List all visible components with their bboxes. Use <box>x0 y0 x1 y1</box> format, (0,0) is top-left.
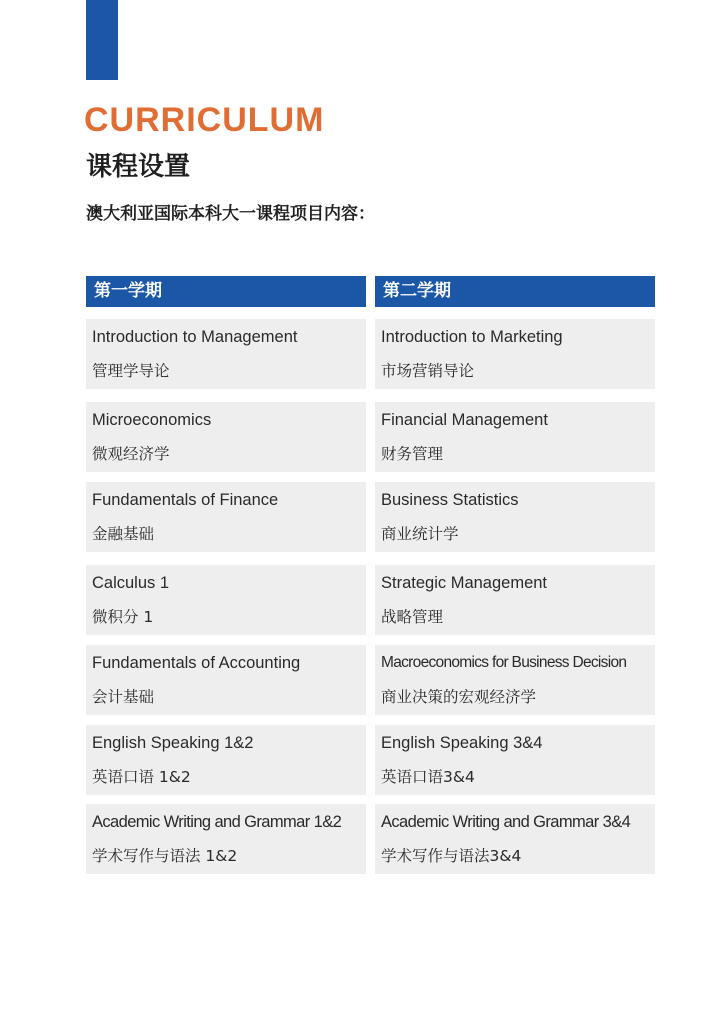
semester-1-header: 第一学期 <box>86 276 366 307</box>
course-card <box>375 645 655 715</box>
semester-1-column <box>86 276 366 865</box>
course-name-chinese: 商业统计学 <box>381 525 459 543</box>
course-name-english: Introduction to Management <box>92 328 298 346</box>
course-name-english: Fundamentals of Accounting <box>92 654 301 672</box>
course-name-chinese: 微积分 1 <box>92 608 154 626</box>
course-card <box>86 804 366 874</box>
course-name-english: English Speaking 3&4 <box>381 734 543 752</box>
course-card <box>375 725 655 795</box>
course-name-english: Fundamentals of Finance <box>92 491 279 509</box>
course-name-chinese: 金融基础 <box>92 525 155 543</box>
course-card <box>86 482 366 552</box>
course-card <box>86 319 366 389</box>
course-name-chinese: 管理学导论 <box>92 362 170 380</box>
course-name-english: Academic Writing and Grammar 1&2 <box>92 813 342 831</box>
course-card <box>375 402 655 472</box>
semester-2-header: 第二学期 <box>375 276 655 307</box>
course-name-chinese: 学术写作与语法 1&2 <box>92 847 238 865</box>
course-card <box>86 402 366 472</box>
course-name-chinese: 市场营销导论 <box>381 362 475 380</box>
semester-2-column <box>375 276 655 865</box>
course-card <box>375 804 655 874</box>
course-name-chinese: 会计基础 <box>92 688 155 706</box>
course-card <box>375 565 655 635</box>
page-title-english: CURRICULUM <box>84 101 325 139</box>
course-card <box>86 565 366 635</box>
course-name-english: Strategic Management <box>381 574 548 592</box>
course-name-english: Academic Writing and Grammar 3&4 <box>381 813 631 831</box>
course-name-chinese: 学术写作与语法3&4 <box>381 847 522 865</box>
course-card <box>86 725 366 795</box>
accent-bar <box>86 0 118 80</box>
course-name-english: English Speaking 1&2 <box>92 734 254 752</box>
course-name-english: Calculus 1 <box>92 574 170 592</box>
course-name-chinese: 英语口语3&4 <box>381 768 475 786</box>
course-name-chinese: 战略管理 <box>381 608 444 626</box>
course-name-english: Business Statistics <box>381 491 519 509</box>
page-subtitle: 澳大利亚国际本科大一课程项目内容： <box>86 204 375 224</box>
course-name-chinese: 商业决策的宏观经济学 <box>381 688 537 706</box>
course-name-english: Introduction to Marketing <box>381 328 563 346</box>
course-card <box>375 482 655 552</box>
page-title-chinese: 课程设置 <box>86 152 191 182</box>
course-name-chinese: 英语口语 1&2 <box>92 768 191 786</box>
course-name-chinese: 财务管理 <box>381 445 444 463</box>
course-name-chinese: 微观经济学 <box>92 445 170 463</box>
course-card <box>375 319 655 389</box>
course-name-english: Macroeconomics for Business Decision <box>381 654 627 671</box>
course-card <box>86 645 366 715</box>
course-name-english: Financial Management <box>381 411 548 429</box>
course-name-english: Microeconomics <box>92 411 212 429</box>
